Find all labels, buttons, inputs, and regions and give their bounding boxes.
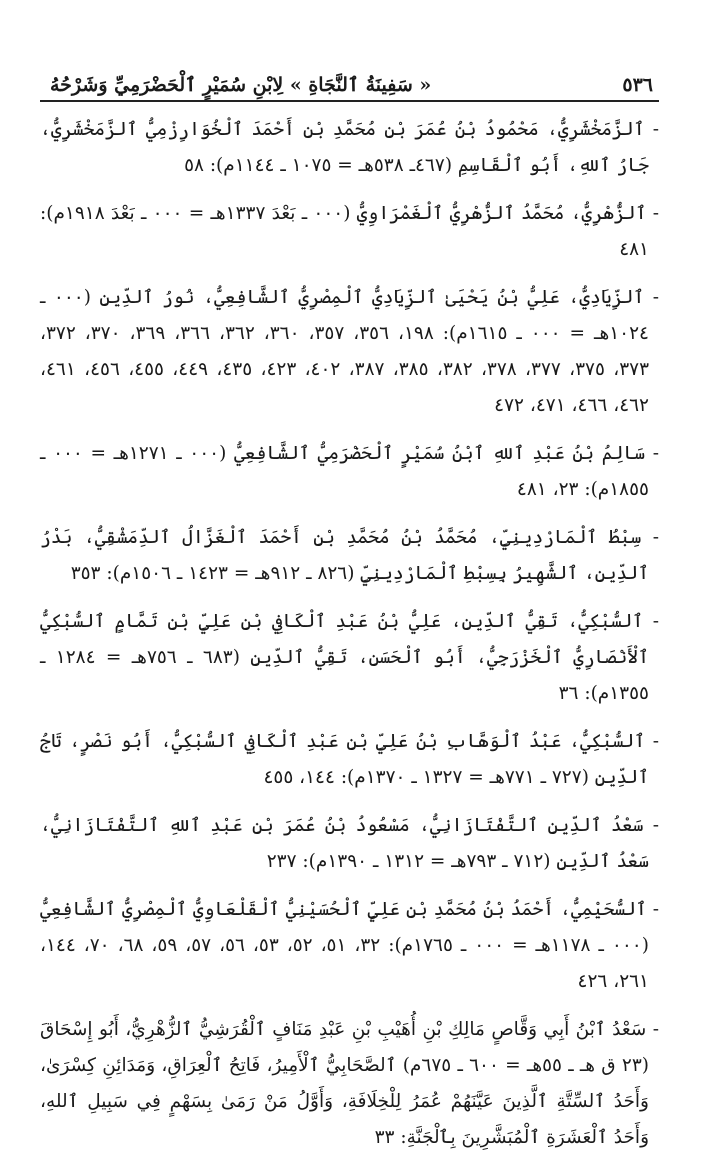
index-entry: - ٱلزُّهْرِيُّ، مُحَمَّدُ ٱلزُّهْرِيُّ ٱلْغَمْرَاوِيُّ (٠٠٠ ـ بَعْدَ ١٣٣٧هـ = ٠٠٠ ـ بَعْدَ ١٩١٨م): ٤٨١ bbox=[40, 203, 659, 260]
index-entry: - ٱلزِّيَادِيُّ، عَلِيُّ بْنُ يَحْيَىٰ ٱلزِّيَادِيُّ ٱلْمِصْرِيُّ ٱلشَّافِعِيُّ، نُورُ ٱلدِّينِ (٠٠٠ ـ ١٠٢٤هـ = ٠٠٠ ـ ١٦١٥م): ١٩٨، ٣٥٦، ٣٥٧، ٣٦٠، ٣٦٢، ٣٦٦، ٣٦٩، ٣٧٠، ٣٧٢، ٣٧٣، ٣٧٥، ٣٧٧، ٣٧٨، ٣٨٢، ٣٨٥، ٣٨٧، ٤٠٢، ٤٢٣، ٤٣٥، ٤٤٩، ٤٥٥، ٤٥٦، ٤٦١، ٤٦٢، ٤٦٦، ٤٧١، ٤٧٢ bbox=[40, 287, 659, 416]
running-title: « سَفِينَةُ ٱلنَّجَاةِ » لِابْنِ سُمَيْرٍ ٱلْحَضْرَمِيِّ وَشَرْحُهُ bbox=[50, 74, 432, 96]
index-entries bbox=[40, 102, 659, 1156]
index-entry: - سَعْدُ ٱبْنُ أَبِي وَقَّاصٍ مَالِكِ بْنِ أُهَيْبِ بْنِ عَبْدِ مَنَافٍ ٱلْقُرَشِيُّ ٱلزُّهْرِيُّ، أَبُو إِسْحَاقَ (٢٣ ق هـ ـ ٥٥هـ = ٦٠٠ ـ ٦٧٥م) ٱلصَّحَابِيُّ ٱلْأَمِيرُ، فَاتِحُ ٱلْعِرَاقِ، وَمَدَائِنِ كِسْرَىٰ، وَأَحَدُ ٱلسِّتَّةِ ٱلَّذِينَ عَيَّنَهُمْ عُمَرُ لِلْخِلَافَةِ، وَأَوَّلُ مَنْ رَمَىٰ بِسَهْمٍ فِي سَبِيلِ ٱللهِ، وَأَحَدُ ٱلْعَشَرَةِ ٱلْمُبَشَّرِينَ بِٱلْجَنَّةِ: ٣٣ bbox=[40, 1019, 659, 1148]
index-entry: - سَالِمُ بْنُ عَبْدِ ٱللهِ ٱبْنُ سُمَيْرٍ ٱلْحَضْرَمِيُّ ٱلشَّافِعِيُّ (٠٠٠ ـ ١٢٧١هـ = ٠٠٠ ـ ١٨٥٥م): ٢٣، ٤٨١ bbox=[40, 443, 659, 500]
index-entry: - ٱلسُّحَيْمِيُّ، أَحْمَدُ بْنُ مُحَمَّدِ بْنِ عَلِيٍّ ٱلْحُسَيْنِيُّ ٱلْقَلْعَاوِيُّ ٱلْمِصْرِيُّ ٱلشَّافِعِيُّ (٠٠٠ ـ ١١٧٨هـ = ٠٠٠ ـ ١٧٦٥م): ٣٢، ٥١، ٥٢، ٥٣، ٥٦، ٥٧، ٥٩، ٦٨، ٧٠، ١٤٤، ٢٦١، ٤٢٦ bbox=[40, 899, 659, 992]
index-entry: - ٱلسُّبْكِيُّ، عَبْدُ ٱلْوَهَّابِ بْنُ عَلِيِّ بْنِ عَبْدِ ٱلْكَافِي ٱلسُّبْكِيُّ، أَبُو نَصْرٍ، تَاجُ ٱلدِّينِ (٧٢٧ ـ ٧٧١هـ = ١٣٢٧ ـ ١٣٧٠م): ١٤٤، ٤٥٥ bbox=[40, 731, 659, 788]
index-entry: - سَعْدُ ٱلدِّينِ ٱلتَّفْتَازَانِيُّ، مَسْعُودُ بْنُ عُمَرَ بْنِ عَبْدِ ٱللهِ ٱلتَّفْتَازَانِيُّ، سَعْدُ ٱلدِّينِ (٧١٢ ـ ٧٩٣هـ = ١٣١٢ ـ ١٣٩٠م): ٢٣٧ bbox=[40, 815, 659, 872]
page-number: ٥٣٦ bbox=[622, 74, 653, 96]
index-entry: - ٱلزَّمَخْشَرِيُّ، مَحْمُودُ بْنُ عُمَرَ بْنِ مُحَمَّدِ بْنِ أَحْمَدَ ٱلْخُوَارِزْمِيُّ ٱلزَّمَخْشَرِيُّ، جَارُ ٱللهِ، أَبُو ٱلْقَاسِمِ (٤٦٧ـ ٥٣٨هـ = ١٠٧٥ ـ ١١٤٤م): ٥٨ bbox=[40, 119, 659, 176]
page-header bbox=[40, 58, 659, 102]
index-entry: - ٱلسُّبْكِيُّ، تَقِيُّ ٱلدِّينِ، عَلِيُّ بْنُ عَبْدِ ٱلْكَافِي بْنِ عَلِيِّ بْنِ تَمَّامٍ ٱلسُّبْكِيُّ ٱلْأَنْصَارِيُّ ٱلْخَزْرَجِيُّ، أَبُو ٱلْحَسَنِ، تَقِيُّ ٱلدِّينِ (٦٨٣ ـ ٧٥٦هـ = ١٢٨٤ ـ ١٣٥٥م): ٣٦ bbox=[40, 611, 659, 704]
index-entry: - سِبْطُ ٱلْمَارْدِينِيِّ، مُحَمَّدُ بْنُ مُحَمَّدِ بْنِ أَحْمَدَ ٱلْغَزَّالُ ٱلدِّمَشْقِيُّ، بَدْرُ ٱلدِّينِ، ٱلشَّهِيرُ بِسِبْطِ ٱلْمَارْدِينِيِّ (٨٢٦ ـ ٩١٢هـ = ١٤٢٣ ـ ١٥٠٦م): ٣٥٣ bbox=[40, 527, 659, 584]
